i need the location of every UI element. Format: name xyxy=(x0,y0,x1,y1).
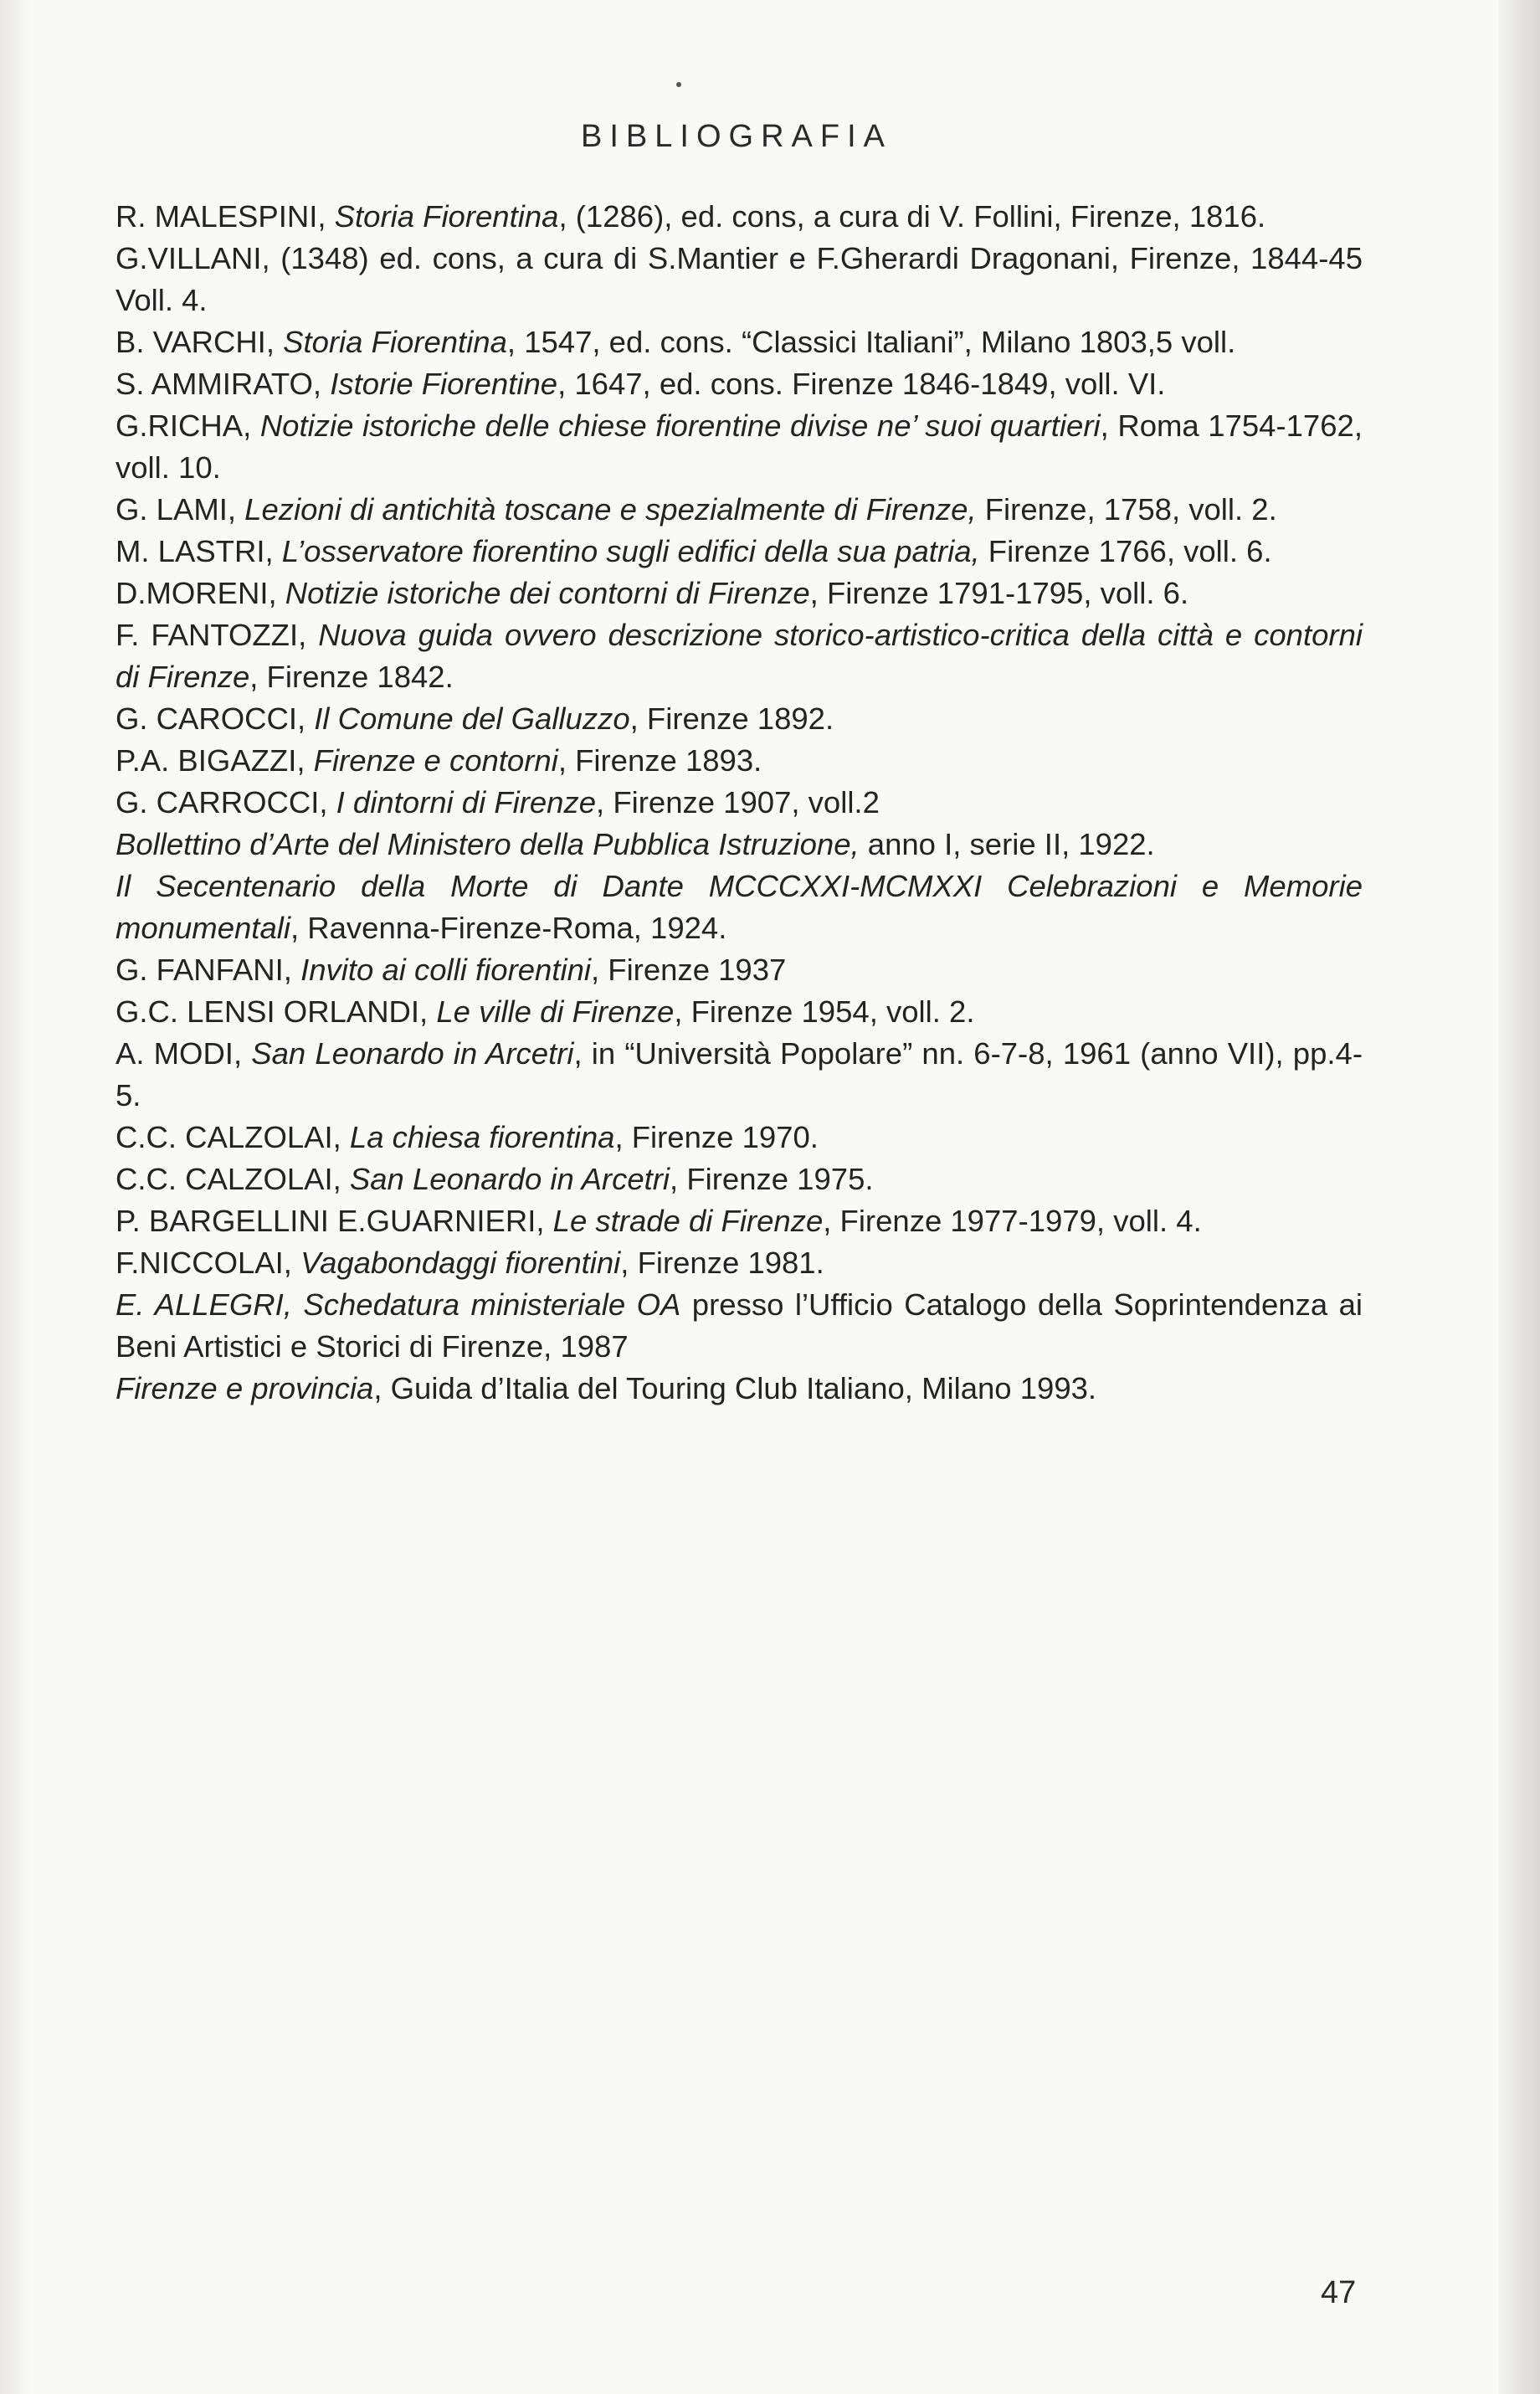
entry-details: Firenze, 1758, voll. 2. xyxy=(976,492,1277,527)
bibliography-entry xyxy=(116,573,1363,614)
bibliography-entry xyxy=(116,405,1363,489)
entry-title: Nuova guida ovvero descrizione storico-artistico-critica della città e contorni di Firenze xyxy=(116,618,1363,694)
entry-title: Firenze e provincia xyxy=(116,1371,374,1405)
entry-author: G. LAMI, xyxy=(116,492,245,527)
bibliography-entry xyxy=(116,1284,1363,1368)
entry-title: San Leonardo in Arcetri xyxy=(349,1162,670,1196)
entry-author: A. MODI, xyxy=(116,1036,252,1071)
entry-author: G.VILLANI, xyxy=(116,241,281,275)
entry-author: M. LASTRI, xyxy=(116,534,282,568)
entry-details: , 1647, ed. cons. Firenze 1846-1849, voll. VI. xyxy=(557,367,1166,401)
entry-details: Firenze 1766, voll. 6. xyxy=(979,534,1272,568)
entry-author: C.C. CALZOLAI, xyxy=(116,1162,350,1196)
binding-shadow xyxy=(0,0,32,2394)
bibliography-entry xyxy=(116,1033,1363,1117)
entry-details: , (1286), ed. cons, a cura di V. Follini, Firenze, 1816. xyxy=(558,199,1266,234)
bibliography-entry xyxy=(116,1200,1363,1242)
entry-title: Vagabondaggi fiorentini xyxy=(300,1246,621,1280)
bibliography-entry xyxy=(116,531,1363,573)
page-edge xyxy=(1498,0,1540,2394)
bibliography-entry xyxy=(116,196,1363,238)
entry-author: G. FANFANI, xyxy=(116,953,301,987)
entry-title: Firenze e contorni xyxy=(313,743,558,778)
entry-details: anno I, serie II, 1922. xyxy=(859,827,1155,861)
decorative-dot xyxy=(676,82,681,87)
entry-title: Storia Fiorentina xyxy=(283,325,507,359)
bibliography-entry xyxy=(116,698,1363,740)
bibliography-entry xyxy=(116,1117,1363,1158)
entry-author: S. AMMIRATO, xyxy=(116,367,331,401)
bibliography-entry xyxy=(116,238,1363,321)
entry-details: , Firenze 1892. xyxy=(629,701,834,736)
entry-author: G.RICHA, xyxy=(116,408,260,443)
page-number: 47 xyxy=(1321,2275,1357,2310)
entry-title: Bollettino d’Arte del Ministero della Pubblica Istruzione, xyxy=(116,827,860,861)
entry-title: Le strade di Firenze xyxy=(552,1204,824,1238)
entry-title: Invito ai colli fiorentini xyxy=(300,953,591,987)
entry-details: , Firenze 1893. xyxy=(557,743,762,778)
entry-details: (1348) ed. cons, a cura di S.Mantier e F.Gherardi Dragonani, Firenze, 1844-45 Voll. 4. xyxy=(116,241,1363,317)
entry-title: L’osservatore fiorentino sugli edifici della sua patria, xyxy=(281,534,980,568)
entry-author: P. BARGELLINI E.GUARNIERI, xyxy=(116,1204,553,1238)
entry-title: Storia Fiorentina xyxy=(334,199,559,234)
bibliography-entry xyxy=(116,1368,1363,1410)
entry-details: , Ravenna-Firenze-Roma, 1924. xyxy=(290,911,727,945)
entry-author: F.NICCOLAI, xyxy=(116,1246,301,1280)
entry-author: D.MORENI, xyxy=(116,576,285,610)
entry-title: San Leonardo in Arcetri xyxy=(251,1036,574,1071)
entry-author: F. FANTOZZI, xyxy=(116,618,319,652)
bibliography-entry xyxy=(116,782,1363,824)
entry-details: , 1547, ed. cons. “Classici Italiani”, Milano 1803,5 voll. xyxy=(506,325,1236,359)
bibliography-entry xyxy=(116,614,1363,698)
entry-details: , Firenze 1975. xyxy=(670,1162,874,1196)
entry-details: , Firenze 1981. xyxy=(620,1246,824,1280)
bibliography-entry xyxy=(116,1158,1363,1200)
entry-title: Notizie istoriche delle chiese fiorentine divise ne’ suoi quartieri xyxy=(259,408,1101,443)
entry-details: , Firenze 1970. xyxy=(614,1120,819,1154)
entry-author: P.A. BIGAZZI, xyxy=(116,743,314,778)
entry-title: E. ALLEGRI, Schedatura ministeriale OA xyxy=(116,1287,681,1322)
page-title: BIBLIOGRAFIA xyxy=(581,119,892,154)
entry-author: G. CAROCCI, xyxy=(116,701,315,736)
bibliography-entry xyxy=(116,824,1363,866)
bibliography-list xyxy=(116,196,1363,1410)
bibliography-entry xyxy=(116,866,1363,949)
entry-details: , Firenze 1954, voll. 2. xyxy=(674,994,975,1029)
entry-author: R. MALESPINI, xyxy=(116,199,335,234)
entry-title: Lezioni di antichità toscane e spezialmente di Firenze, xyxy=(244,492,977,527)
bibliography-entry xyxy=(116,991,1363,1033)
bibliography-entry xyxy=(116,363,1363,405)
entry-author: G.C. LENSI ORLANDI, xyxy=(116,994,437,1029)
entry-details: , Firenze 1791-1795, voll. 6. xyxy=(809,576,1189,610)
entry-author: C.C. CALZOLAI, xyxy=(116,1120,350,1154)
entry-title: Il Comune del Galluzzo xyxy=(314,701,630,736)
entry-title: La chiesa fiorentina xyxy=(349,1120,615,1154)
entry-title: I dintorni di Firenze xyxy=(336,785,597,819)
bibliography-entry xyxy=(116,489,1363,531)
entry-title: Il Secentenario della Morte di Dante MCCCXXI-MCMXXI Celebrazioni e Memorie monumentali xyxy=(116,869,1363,945)
entry-title: Le ville di Firenze xyxy=(436,994,675,1029)
entry-details: , Guida d’Italia del Touring Club Italiano, Milano 1993. xyxy=(373,1371,1097,1405)
bibliography-entry xyxy=(116,1242,1363,1284)
bibliography-entry xyxy=(116,949,1363,991)
entry-details: , Firenze 1842. xyxy=(249,660,454,694)
entry-author: B. VARCHI, xyxy=(116,325,284,359)
entry-title: Notizie istoriche dei contorni di Firenze xyxy=(285,576,810,610)
entry-title: Istorie Fiorentine xyxy=(330,367,558,401)
entry-author: G. CARROCCI, xyxy=(116,785,336,819)
entry-details: presso l’Ufficio Catalogo della Soprintendenza ai Beni Artistici e Storici di Firenze, 1987 xyxy=(116,1287,1363,1364)
bibliography-entry xyxy=(116,740,1363,782)
entry-details: , Firenze 1937 xyxy=(591,953,787,987)
entry-details: , in “Università Popolare” nn. 6-7-8, 1961 (anno VII), pp.4-5. xyxy=(116,1036,1363,1112)
bibliography-entry xyxy=(116,321,1363,363)
entry-details: , Roma 1754-1762, voll. 10. xyxy=(116,408,1363,485)
entry-details: , Firenze 1907, voll.2 xyxy=(596,785,880,819)
entry-details: , Firenze 1977-1979, voll. 4. xyxy=(823,1204,1202,1238)
